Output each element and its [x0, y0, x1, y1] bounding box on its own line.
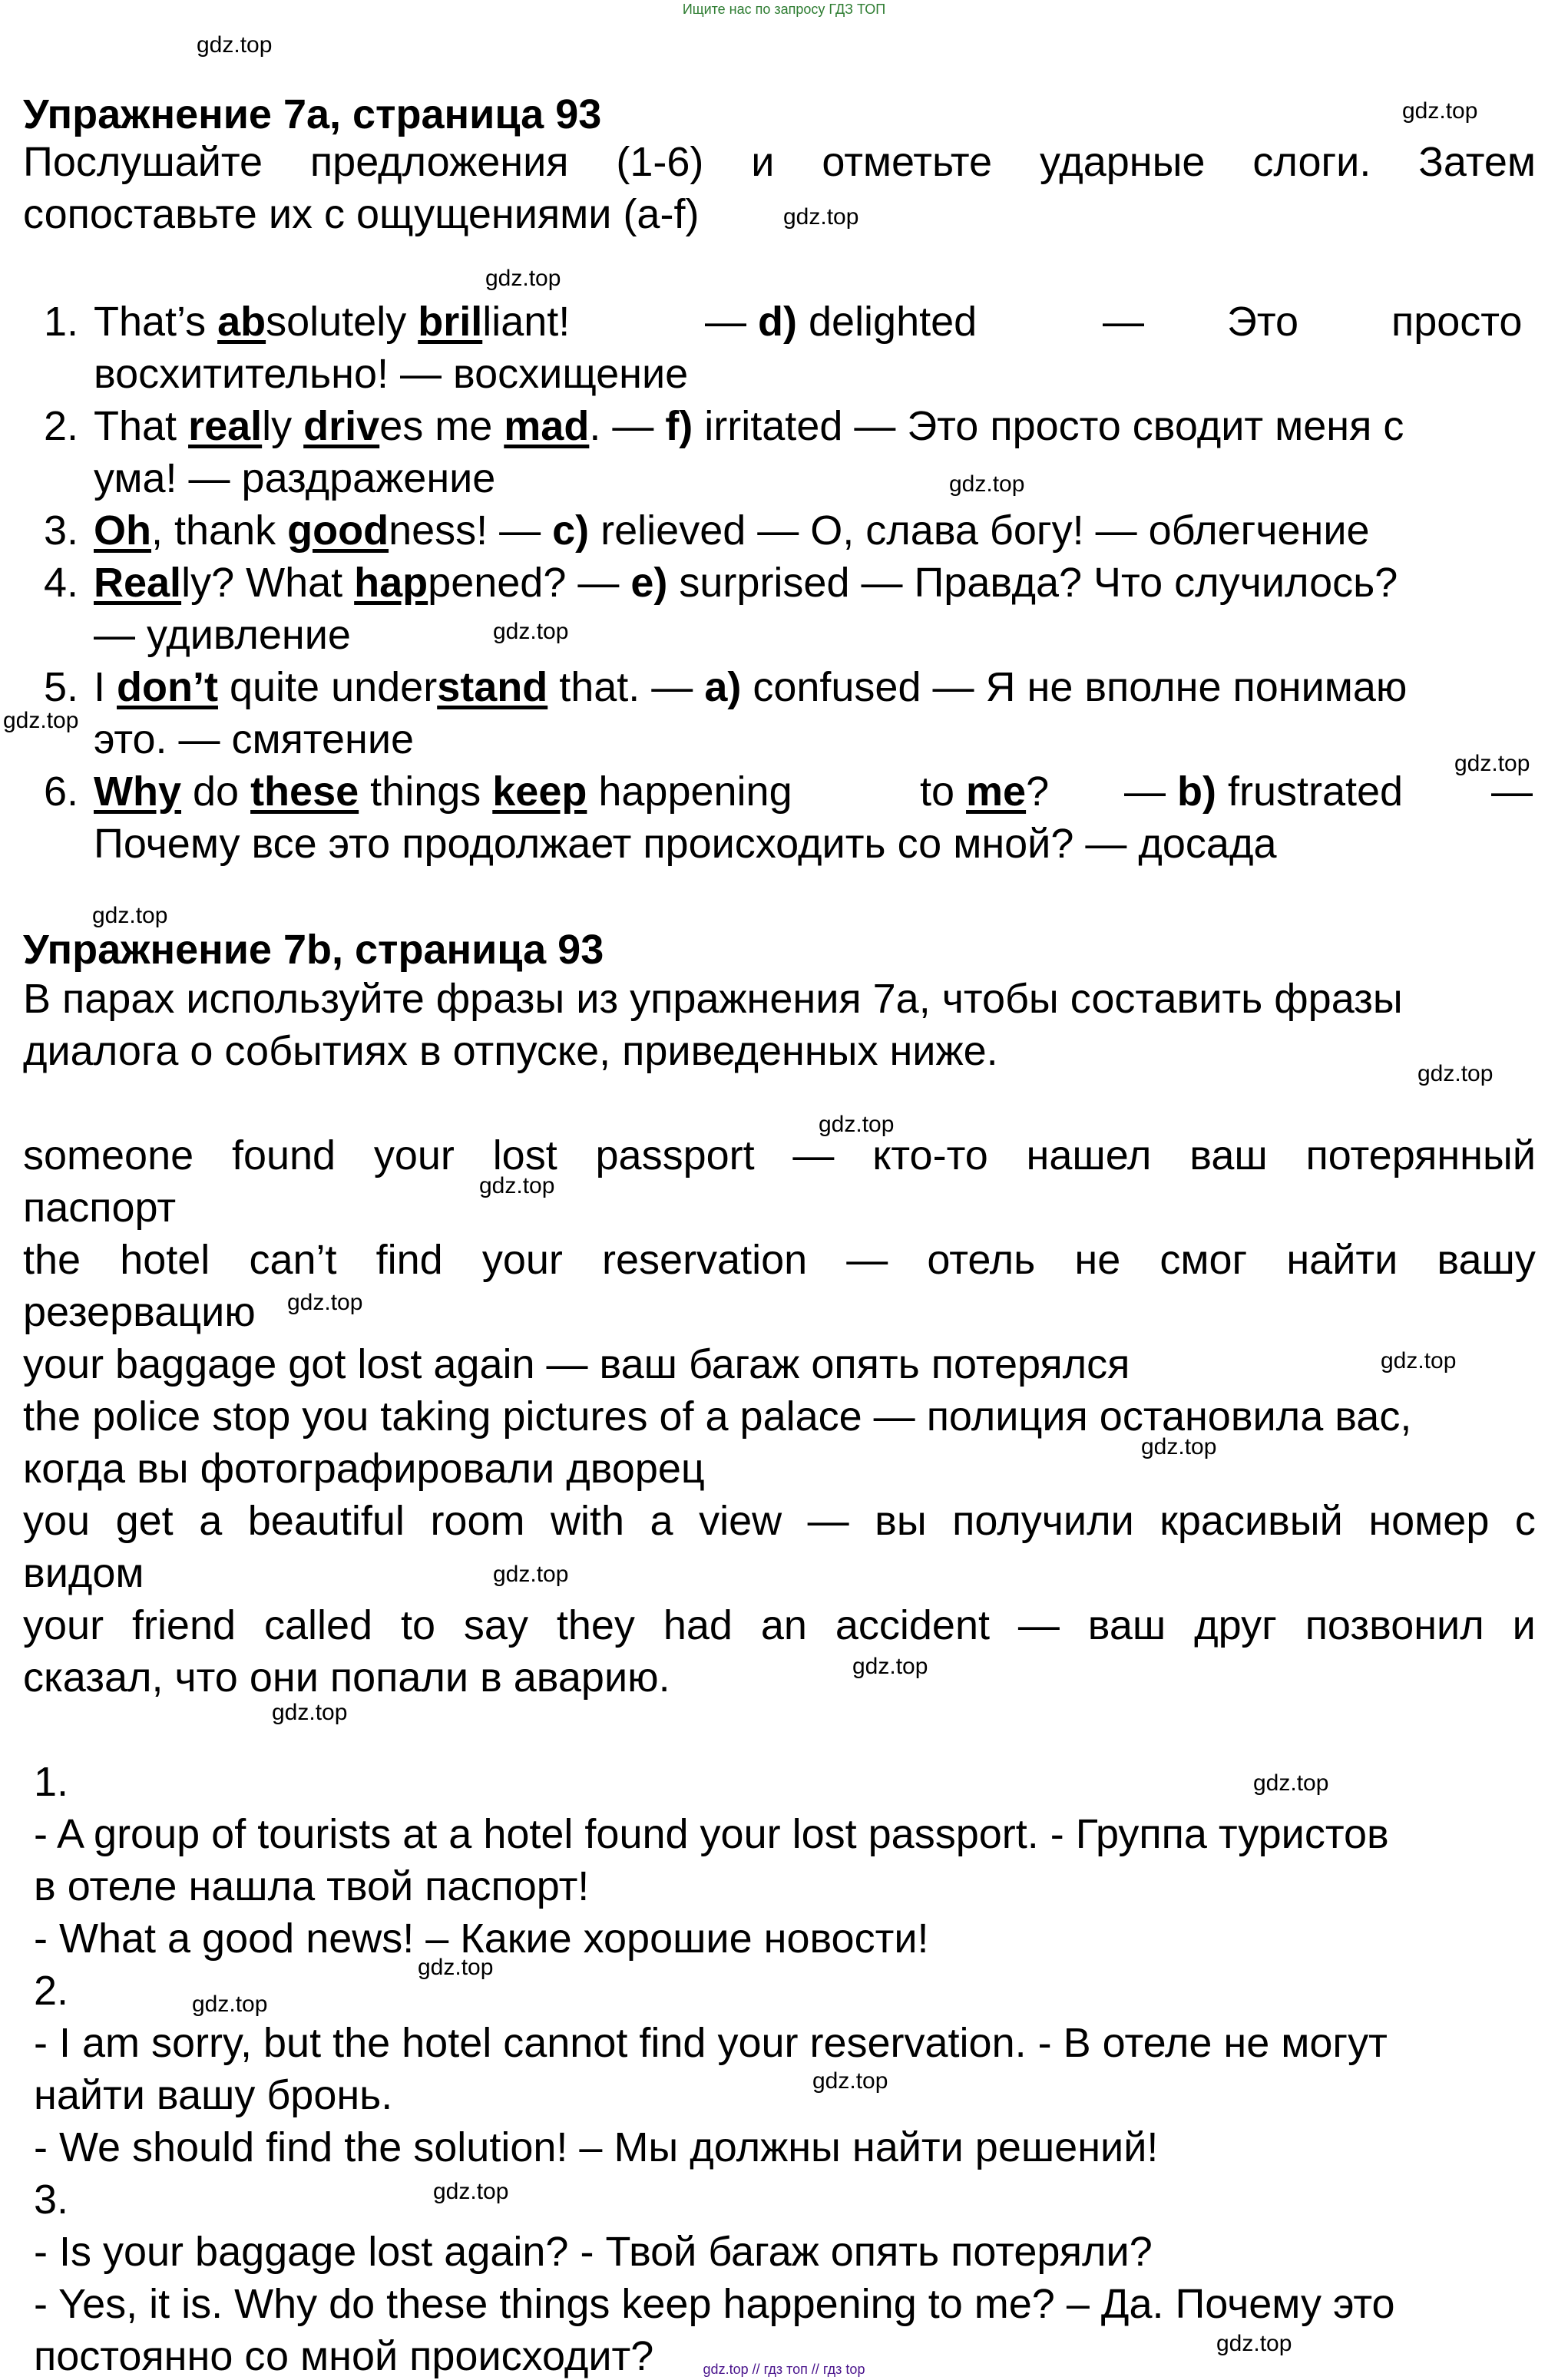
dialog-2-line: - We should find the solution! – Мы должны найти решений! — [34, 2124, 1159, 2170]
situation-5-cont: видом — [23, 1550, 144, 1596]
watermark: gdz.top — [852, 1654, 928, 1679]
item-1-answer: — d) delighted — [705, 299, 978, 345]
watermark: gdz.top — [197, 32, 273, 58]
item-4-line-1: Really? What happened? — e) surprised — Правда? Что случилось? — [94, 560, 1398, 606]
dialog-1-line: в отеле нашла твой паспорт! — [34, 1863, 590, 1909]
exercise-7b-instruction: В парах используйте фразы из упражнения 7a, чтобы составить фразы — [23, 976, 1403, 1022]
exercise-7a-instruction-2: сопоставьте их с ощущениями (a-f) — [23, 191, 700, 237]
watermark: gdz.top — [1141, 1434, 1217, 1459]
situation-4-cont: когда вы фотографировали дворец — [23, 1446, 705, 1492]
item-2-line-2: ума! — раздражение — [94, 455, 496, 501]
watermark: gdz.top — [1216, 2331, 1292, 2356]
top-banner[interactable]: Ищите нас по запросу ГДЗ ТОП — [682, 2, 886, 17]
item-6-line-1: Why do these things keep happening — [94, 769, 792, 815]
watermark: gdz.top — [1402, 98, 1478, 124]
item-5-line-1: I don’t quite understand that. — a) confused — Я не вполне понимаю — [94, 664, 1408, 710]
item-6-line-1b: to me? — [920, 769, 1050, 815]
watermark: gdz.top — [433, 2179, 509, 2204]
item-6-answer: — b) frustrated — [1124, 769, 1404, 815]
watermark: gdz.top — [812, 2068, 888, 2094]
item-1-dash: — — [1103, 299, 1144, 345]
watermark: gdz.top — [493, 619, 569, 644]
dialog-2-line: найти вашу бронь. — [34, 2072, 393, 2118]
instr-word: Затем — [1418, 139, 1536, 185]
situation-4: the police stop you taking pictures of a palace — полиция остановила вас, — [23, 1393, 1412, 1440]
watermark: gdz.top — [479, 1173, 555, 1198]
watermark: gdz.top — [92, 903, 168, 928]
item-1-ru: Это — [1227, 299, 1298, 345]
situation-1-cont: паспорт — [23, 1185, 177, 1231]
dialog-2-number: 2. — [34, 1968, 69, 2014]
dialog-1-number: 1. — [34, 1759, 69, 1805]
exercise-7b-instruction-2: диалога о событиях в отпуске, приведенных ниже. — [23, 1028, 998, 1074]
watermark: gdz.top — [287, 1290, 363, 1315]
item-6-dash: — — [1491, 769, 1533, 815]
dialog-3-line: - Is your baggage lost again? - Твой багаж опять потеряли? — [34, 2229, 1153, 2275]
item-5-line-2: это. — смятение — [94, 716, 415, 762]
situation-1: someone found your lost passport — кто-то нашел ваш потерянный — [23, 1132, 1536, 1178]
instr-word: отметьте — [822, 139, 993, 185]
dialog-1-line: - What a good news! – Какие хорошие новости! — [34, 1916, 929, 1962]
watermark: gdz.top — [3, 708, 79, 733]
situation-2: the hotel can’t find your reservation — отель не смог найти вашу — [23, 1237, 1536, 1283]
watermark: gdz.top — [1381, 1348, 1457, 1373]
instr-word: ударные — [1039, 139, 1206, 185]
watermark: gdz.top — [1253, 1770, 1329, 1796]
dialog-3-number: 3. — [34, 2177, 69, 2223]
item-6-line-2: Почему все это продолжает происходить со мной? — досада — [94, 821, 1277, 867]
item-1-line-2: восхитительно! — восхищение — [94, 351, 689, 397]
situation-5: you get a beautiful room with a view — вы получили красивый номер с — [23, 1498, 1536, 1544]
instr-word: Послушайте — [23, 139, 263, 185]
watermark: gdz.top — [485, 266, 561, 291]
instr-word: и — [751, 139, 775, 185]
watermark: gdz.top — [192, 1992, 268, 2017]
dialog-2-line: - I am sorry, but the hotel cannot find your reservation. - В отеле не могут — [34, 2020, 1388, 2066]
situation-2-cont: резервацию — [23, 1289, 256, 1335]
footer-links[interactable]: gdz.top // гдз топ // гдз top — [703, 2362, 865, 2377]
instr-word: предложения — [309, 139, 569, 185]
watermark: gdz.top — [819, 1112, 895, 1137]
item-4-line-2: — удивление — [94, 612, 351, 658]
watermark: gdz.top — [1454, 751, 1530, 776]
item-1-ru-2: просто — [1391, 299, 1523, 345]
situation-6: your friend called to say they had an accident — ваш друг позвонил и — [23, 1602, 1536, 1648]
situation-6-cont: сказал, что они попали в аварию. — [23, 1654, 670, 1701]
watermark: gdz.top — [272, 1700, 348, 1725]
watermark: gdz.top — [949, 471, 1025, 497]
item-2-line-1: That really drives me mad. — f) irritated — Это просто сводит меня с — [94, 403, 1404, 449]
watermark: gdz.top — [418, 1955, 494, 1980]
exercise-7a-heading: Упражнение 7a, страница 93 — [23, 91, 602, 137]
instr-word: (1-6) — [616, 139, 704, 185]
item-1-line-1: That’s absolutely brilliant! — [94, 299, 571, 345]
instr-word: слоги. — [1252, 139, 1371, 185]
dialog-3-line: постоянно со мной происходит? — [34, 2333, 654, 2379]
exercise-7a-instruction — [23, 141, 1536, 183]
dialog-3-line: - Yes, it is. Why do these things keep happening to me? – Да. Почему это — [34, 2281, 1395, 2327]
item-3-line-1: Oh, thank goodness! — c) relieved — О, слава богу! — облегчение — [94, 507, 1370, 554]
exercise-7b-heading: Упражнение 7b, страница 93 — [23, 927, 604, 973]
watermark: gdz.top — [783, 204, 859, 230]
watermark: gdz.top — [493, 1562, 569, 1587]
situation-3: your baggage got lost again — ваш багаж опять потерялся — [23, 1341, 1130, 1387]
watermark: gdz.top — [1417, 1061, 1494, 1086]
dialog-1-line: - A group of tourists at a hotel found your lost passport. - Группа туристов — [34, 1811, 1389, 1857]
